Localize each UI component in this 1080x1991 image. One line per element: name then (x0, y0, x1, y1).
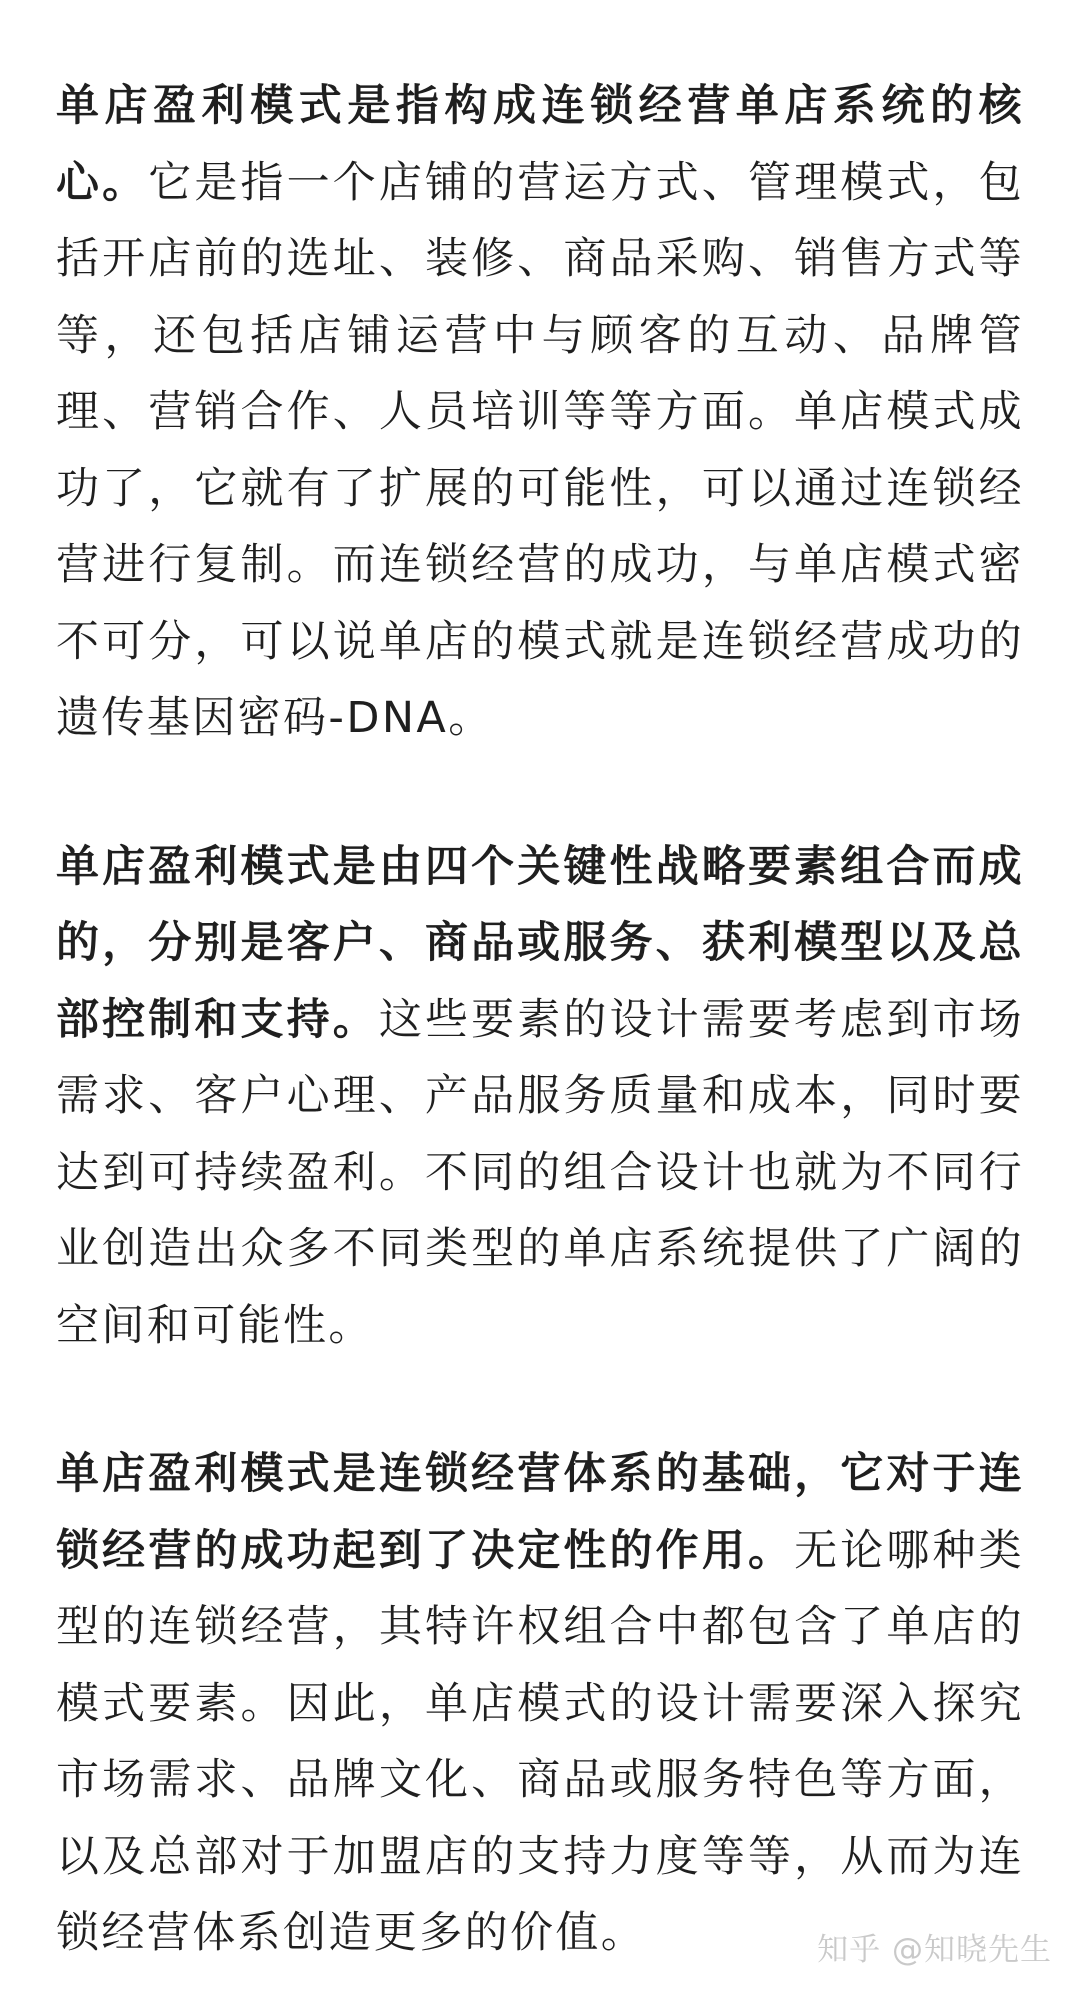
paragraph-1-text: 它是指一个店铺的营运方式、管理模式，包括开店前的选址、装修、商品采购、销售方式等等，还包括店铺运营中与顾客的互动、品牌管理、营销合作、人员培训等等方面。单店模式成功了，它就有了扩展的可能性，可以通过连锁经营进行复制。而连锁经营的成功，与单店模式密不可分，可以说单店的模式就是连锁经营成功的遗传基因密码-DNA。 (56, 157, 1024, 743)
article-body (56, 68, 1024, 1972)
paragraph-1-bold-lead: 单店盈利模式是指构成连锁经营单店系统的核心。 (56, 81, 1024, 208)
paragraph-2-text: 这些要素的设计需要考虑到市场需求、客户心理、产品服务质量和成本，同时要达到可持续盈利。不同的组合设计也就为不同行业创造出众多不同类型的单店系统提供了广阔的空间和可能性。 (56, 994, 1024, 1351)
paragraph-3-text: 无论哪种类型的连锁经营，其特许权组合中都包含了单店的模式要素。因此，单店模式的设计需要深入探究市场需求、品牌文化、商品或服务特色等方面，以及总部对于加盟店的支持力度等等，从而为连锁经营体系创造更多的价值。 (56, 1525, 1024, 1958)
paragraph-3-bold-lead: 单店盈利模式是连锁经营体系的基础，它对于连锁经营的成功起到了决定性的作用。 (56, 1449, 1024, 1576)
zhihu-watermark: 知乎 @知晓先生 (817, 1932, 1052, 1968)
paragraph-1 (56, 68, 1024, 757)
paragraph-3 (56, 1436, 1024, 1972)
paragraph-2 (56, 829, 1024, 1365)
paragraph-2-bold-lead: 单店盈利模式是由四个关键性战略要素组合而成的，分别是客户、商品或服务、获利模型以及总部控制和支持。 (56, 841, 1024, 1045)
